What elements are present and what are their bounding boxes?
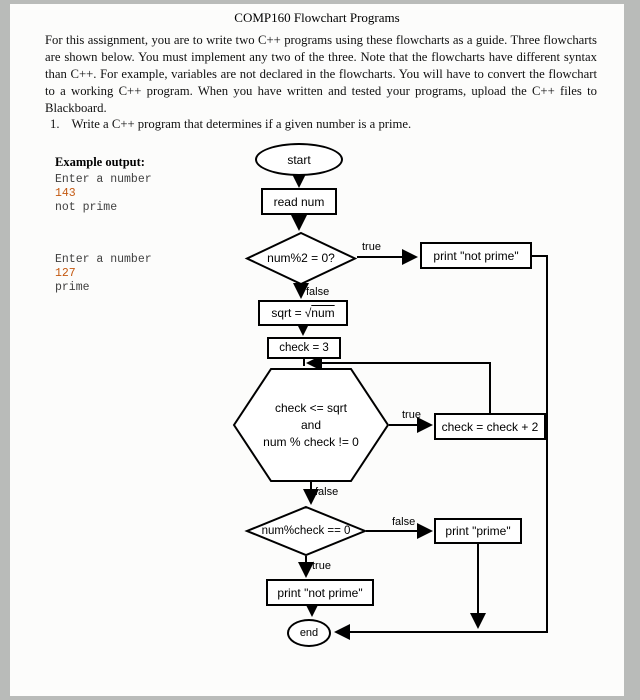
branch-label-false-2: false xyxy=(315,486,339,498)
loop-condition-line1: check <= sqrt xyxy=(274,400,348,415)
end-terminator xyxy=(287,619,331,647)
start-label: start xyxy=(287,152,311,167)
console-result-1: not prime xyxy=(55,201,118,214)
page-title: COMP160 Flowchart Programs xyxy=(234,10,400,25)
document-page xyxy=(10,4,624,696)
item-text: Write a C++ program that determines if a given number is a prime. xyxy=(71,117,412,131)
console-input-2: 127 xyxy=(55,267,76,280)
check-init-process xyxy=(267,337,341,359)
mod2-decision-label: num%2 = 0? xyxy=(267,251,335,265)
console-input-1: 143 xyxy=(55,187,76,200)
example-output-heading: Example output: xyxy=(55,155,145,169)
intro-paragraph: For this assignment, you are to write two C++ programs using these flowcharts as a guide. Three flowcharts are shown below. You must implement any two of the three. Note that the flowcharts have different syntax than C++. For example, variables are not declared in the flowcharts. You will have to convert the flowchart to a working C++ program. When you have written and tested your programs, upload the C++ files to Blackboard. xyxy=(45,33,597,115)
item-number: 1. xyxy=(50,117,60,131)
sqrt-process xyxy=(258,300,348,326)
check-increment-process xyxy=(434,413,546,440)
branch-label-false-3: false xyxy=(392,516,416,528)
read-num-process xyxy=(261,188,337,215)
print-prime-process xyxy=(434,518,522,544)
loop-condition-hexagon xyxy=(233,368,389,482)
print-not-prime-top-process xyxy=(420,242,532,269)
print-not-prime-bottom-label: print "not prime" xyxy=(277,585,363,600)
modcheck-decision-label: num%check == 0 xyxy=(261,524,351,537)
sqrt-radicand-label: num xyxy=(311,306,335,320)
console-prompt-1: Enter a number xyxy=(55,173,152,186)
modcheck-decision xyxy=(246,506,366,556)
loop-condition-line3: num % check != 0 xyxy=(263,434,359,449)
check-init-label: check = 3 xyxy=(279,342,329,354)
branch-label-true-1: true xyxy=(362,241,381,253)
loop-condition-line2: and xyxy=(300,417,322,432)
print-prime-label: print "prime" xyxy=(445,524,511,538)
read-num-label: read num xyxy=(273,194,325,209)
flowchart xyxy=(10,4,624,696)
console-result-2: prime xyxy=(55,281,90,294)
loop-condition-text xyxy=(233,368,389,482)
branch-label-false-1: false xyxy=(306,286,330,298)
print-not-prime-bottom-process xyxy=(266,579,374,606)
start-terminator xyxy=(255,143,343,176)
console-prompt-2: Enter a number xyxy=(55,253,152,266)
end-label: end xyxy=(299,627,319,639)
branch-label-true-2: true xyxy=(402,409,421,421)
sqrt-prefix-label: sqrt = xyxy=(271,306,302,320)
radical-icon: √ xyxy=(304,306,312,320)
check-increment-label: check = check + 2 xyxy=(441,419,539,434)
mod2-decision xyxy=(245,232,357,285)
branch-label-true-3: true xyxy=(312,560,331,572)
print-not-prime-top-label: print "not prime" xyxy=(433,248,519,263)
